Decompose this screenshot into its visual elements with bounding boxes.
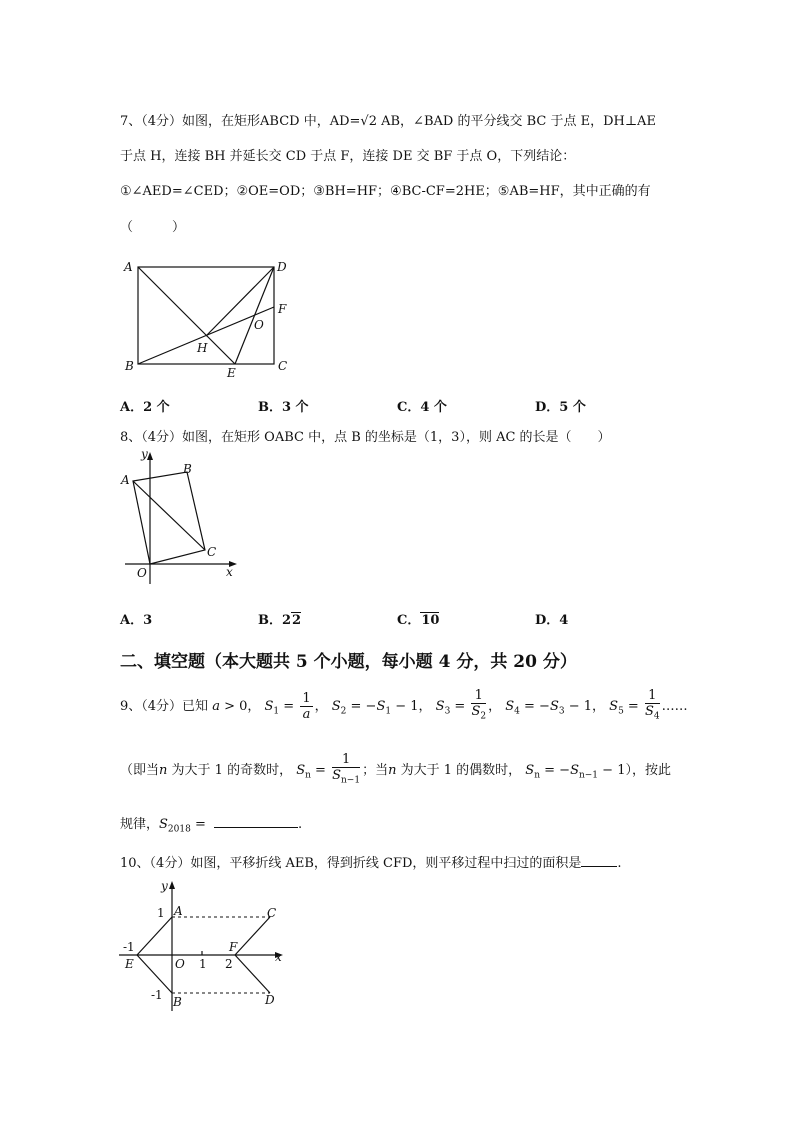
q7-label-B: B — [125, 359, 134, 373]
q7-option-c[interactable]: C．4 个 — [397, 400, 447, 415]
q7-line4: （ ） — [120, 220, 186, 235]
q8-label-C: C — [207, 545, 217, 559]
q8-option-c[interactable]: C．10 — [397, 613, 440, 628]
q7-option-d[interactable]: D．5 个 — [535, 400, 586, 415]
q10-end: . — [617, 856, 622, 871]
q9-answer-blank[interactable] — [214, 815, 298, 828]
q10-label-x: x — [275, 950, 282, 964]
q10-label-one-y: 1 — [157, 906, 165, 920]
q8-option-a[interactable]: A．3 — [120, 613, 153, 628]
q7-label-D: D — [277, 260, 287, 274]
q10-line1 — [120, 852, 622, 871]
q10-label-two-x: 2 — [225, 957, 233, 971]
q10-label-B: B — [173, 995, 182, 1009]
q10-label-y: y — [161, 879, 168, 893]
q9-line2: （即当n 为大于 1 的奇数时， $S_n$ = $\frac{1}{S_{n-1}}$ ；当n 为大于 1 的偶数时， $S_n = -S_{n-1} - 1$），按此 — [120, 752, 671, 786]
q10-label-E: E — [125, 957, 134, 971]
q9-line3-a: 规律， — [120, 817, 160, 832]
q9-line2-d: 为大于 1 的偶数时， — [400, 762, 522, 778]
q8-label-A: A — [121, 473, 130, 487]
q7-option-a[interactable]: A．2 个 — [120, 400, 170, 415]
q10-label-A: A — [174, 904, 183, 918]
q10-label-O: O — [175, 957, 185, 971]
q9-line2-b: 为大于 1 的奇数时， — [171, 762, 293, 778]
q7-label-F: F — [278, 302, 287, 316]
q7-label-E: E — [227, 366, 236, 380]
q10-label-neg1-y: -1 — [151, 988, 163, 1002]
q7-figure — [118, 252, 298, 382]
q8-option-d[interactable]: D．4 — [535, 613, 569, 628]
q9-line3-b: . — [298, 817, 303, 832]
q9-line2-a: （即当 — [120, 762, 160, 778]
q9-line2-c: ；当 — [362, 762, 389, 778]
q7-line2: 于点 H，连接 BH 并延长交 CD 于点 F，连接 DE 交 BF 于点 O，下列结论： — [120, 149, 576, 164]
q9-line1: 9、（4分）已知 a > 0， $S_1$ = $\frac{1}{a}$ ， $S_2 = -S_1 - 1$， $S_3$ = $\frac{1}{S_2}$ ， $S_4 = -S_3 - 1$， $S_5$ = $\frac{1}{S_4}$ …… — [120, 688, 688, 722]
q10-answer-blank[interactable] — [581, 854, 617, 867]
q9-line2-e: ），按此 — [625, 762, 671, 778]
q8-option-b[interactable]: B．22 — [258, 613, 302, 628]
q9-ellipsis: …… — [661, 698, 688, 714]
q7-option-b[interactable]: B．3 个 — [258, 400, 309, 415]
q10-label-F: F — [229, 940, 238, 954]
q10-label-D: D — [265, 993, 275, 1007]
q7-line1: 7、（4分）如图，在矩形ABCD 中，AD=√2 AB，∠BAD 的平分线交 BC 于点 E，DH⊥AE — [120, 114, 656, 129]
q10-figure — [115, 875, 295, 1015]
section-2-heading: 二、填空题（本大题共 5 个小题，每小题 4 分，共 20 分） — [120, 652, 577, 672]
q10-text: 10、（4分）如图，平移折线 AEB，得到折线 CFD，则平移过程中扫过的面积是 — [120, 856, 582, 871]
q7-label-O: O — [254, 318, 264, 332]
q9-prefix: 9、（4分）已知 — [120, 698, 209, 714]
q7-label-C: C — [278, 359, 288, 373]
q9-line3: 规律，$S_{2018}$ = . — [120, 817, 303, 835]
q8-label-O: O — [137, 566, 147, 580]
q10-label-one-x: 1 — [199, 957, 207, 971]
q7-line3: ①∠AED=∠CED；②OE=OD；③BH=HF；④BC-CF=2HE；⑤AB=HF，其中正确的有 — [120, 184, 651, 199]
q8-figure — [115, 446, 245, 586]
q8-line1: 8、（4分）如图，在矩形 OABC 中，点 B 的坐标是（1，3），则 AC 的长是（ ） — [120, 430, 611, 445]
q8-label-B: B — [183, 462, 192, 476]
q10-label-neg1-x: -1 — [123, 940, 135, 954]
q10-label-C: C — [267, 906, 277, 920]
q8-label-y: y — [141, 447, 148, 461]
q8-label-x: x — [226, 565, 233, 579]
q7-label-A: A — [124, 260, 133, 274]
q7-label-H: H — [197, 341, 208, 355]
